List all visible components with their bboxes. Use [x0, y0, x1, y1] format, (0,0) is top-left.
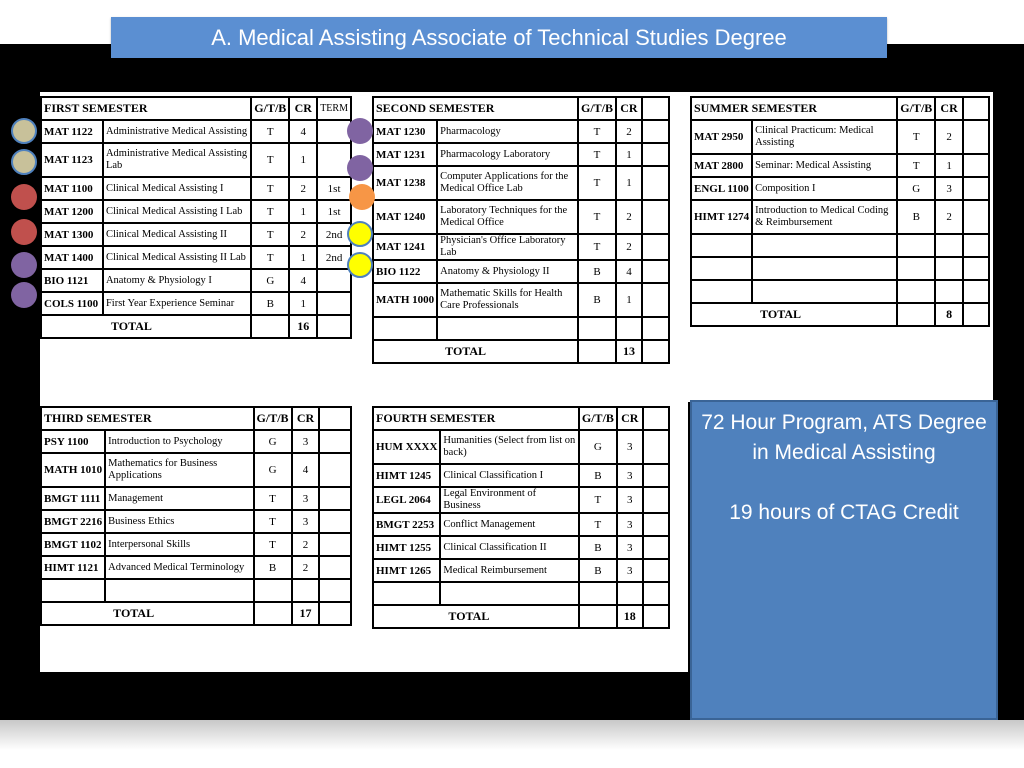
- empty-cell: [963, 200, 989, 234]
- marker-dot-tan: [11, 149, 37, 175]
- course-credits: 2: [935, 200, 963, 234]
- course-code: BMGT 2253: [373, 513, 440, 536]
- course-gtb: T: [578, 200, 616, 234]
- course-code: COLS 1100: [41, 292, 103, 315]
- course-code: BMGT 1111: [41, 487, 105, 510]
- marker-dot-tan: [11, 118, 37, 144]
- course-term: [317, 292, 351, 315]
- course-term: 2nd: [317, 246, 351, 269]
- col-cr: CR: [292, 407, 320, 430]
- course-credits: 1: [289, 200, 317, 223]
- course-title: Laboratory Techniques for the Medical Office: [437, 200, 578, 234]
- course-code: MAT 1241: [373, 234, 437, 260]
- table-row: [41, 453, 351, 487]
- course-credits: 3: [617, 464, 643, 487]
- empty-cell: [643, 464, 669, 487]
- course-code: HIMT 1121: [41, 556, 105, 579]
- course-code: LEGL 2064: [373, 487, 440, 513]
- col-cr: CR: [935, 97, 963, 120]
- course-term: 2nd: [317, 223, 351, 246]
- course-code: MAT 2800: [691, 154, 752, 177]
- course-title: Seminar: Medical Assisting: [752, 154, 897, 177]
- empty-cell: [642, 120, 669, 143]
- course-code: PSY 1100: [41, 430, 105, 453]
- course-code: HIMT 1255: [373, 536, 440, 559]
- ctag-credit-text: 19 hours of CTAG Credit: [729, 501, 959, 524]
- course-code: BMGT 1102: [41, 533, 105, 556]
- course-code: MAT 1122: [41, 120, 103, 143]
- course-title: Clinical Medical Assisting II Lab: [103, 246, 251, 269]
- course-gtb: B: [251, 292, 289, 315]
- course-code: [373, 317, 437, 340]
- total-credits: 17: [292, 602, 320, 625]
- course-credits: 1: [616, 166, 642, 200]
- course-title: [437, 317, 578, 340]
- course-gtb: B: [897, 200, 935, 234]
- table-row: [41, 246, 351, 269]
- course-credits: 3: [292, 430, 320, 453]
- course-title: Management: [105, 487, 253, 510]
- course-gtb: T: [251, 143, 289, 177]
- table-row: [373, 536, 669, 559]
- empty-cell: [643, 559, 669, 582]
- course-code: MAT 1230: [373, 120, 437, 143]
- course-term: [317, 120, 351, 143]
- empty-cell: [319, 453, 351, 487]
- course-term: [317, 143, 351, 177]
- col-gtb: G/T/B: [579, 407, 617, 430]
- course-title: Administrative Medical Assisting: [103, 120, 251, 143]
- course-gtb: G: [254, 453, 292, 487]
- course-title: Pharmacology Laboratory: [437, 143, 578, 166]
- course-title: Medical Reimbursement: [440, 559, 578, 582]
- table-row: [373, 430, 669, 464]
- course-gtb: T: [579, 513, 617, 536]
- course-code: HIMT 1245: [373, 464, 440, 487]
- table-row: [373, 166, 669, 200]
- first-semester-table: [40, 96, 352, 339]
- course-title: Humanities (Select from list on back): [440, 430, 578, 464]
- course-title: Clinical Practicum: Medical Assisting: [752, 120, 897, 154]
- third-semester-table: [40, 406, 352, 626]
- course-code: MAT 1240: [373, 200, 437, 234]
- course-gtb: B: [579, 559, 617, 582]
- col-cr: CR: [289, 97, 317, 120]
- course-code: MAT 2950: [691, 120, 752, 154]
- course-credits: 1: [935, 154, 963, 177]
- course-gtb: [578, 317, 616, 340]
- table-row: [691, 200, 989, 234]
- empty-cell: [319, 487, 351, 510]
- course-gtb: T: [251, 177, 289, 200]
- course-credits: 2: [292, 533, 320, 556]
- table-row: [373, 260, 669, 283]
- total-credits: 13: [616, 340, 642, 363]
- course-credits: 3: [292, 510, 320, 533]
- course-credits: 2: [289, 177, 317, 200]
- course-credits: 3: [617, 487, 643, 513]
- course-title: Introduction to Psychology: [105, 430, 253, 453]
- course-title: Clinical Medical Assisting I: [103, 177, 251, 200]
- table-row: [373, 487, 669, 513]
- course-gtb: T: [251, 246, 289, 269]
- table-row: [41, 292, 351, 315]
- course-credits: 2: [616, 234, 642, 260]
- course-title: Anatomy & Physiology I: [103, 269, 251, 292]
- course-credits: 2: [616, 120, 642, 143]
- course-code: HUM XXXX: [373, 430, 440, 464]
- course-credits: 4: [289, 120, 317, 143]
- course-credits: 1: [616, 283, 642, 317]
- course-term: 1st: [317, 200, 351, 223]
- col-term: TERM: [317, 97, 351, 120]
- empty-cell: [963, 120, 989, 154]
- table-row: [41, 269, 351, 292]
- course-code: BMGT 2216: [41, 510, 105, 533]
- course-gtb: T: [578, 234, 616, 260]
- course-gtb: G: [897, 177, 935, 200]
- course-gtb: T: [254, 487, 292, 510]
- course-code: BIO 1121: [41, 269, 103, 292]
- course-credits: 1: [289, 246, 317, 269]
- slide-bottom-shadow: [0, 720, 1024, 750]
- course-gtb: T: [578, 120, 616, 143]
- course-title: Legal Environment of Business: [440, 487, 578, 513]
- table-row: [373, 120, 669, 143]
- course-code: MATH 1000: [373, 283, 437, 317]
- table-row: [373, 317, 669, 340]
- course-title: Interpersonal Skills: [105, 533, 253, 556]
- marker-dot-orange: [349, 184, 375, 210]
- course-term: 1st: [317, 177, 351, 200]
- course-code: HIMT 1274: [691, 200, 752, 234]
- course-title: Anatomy & Physiology II: [437, 260, 578, 283]
- empty-cell: [642, 234, 669, 260]
- empty-cell: [642, 143, 669, 166]
- course-title: Mathematic Skills for Health Care Professionals: [437, 283, 578, 317]
- course-gtb: G: [251, 269, 289, 292]
- marker-dot-red: [11, 219, 37, 245]
- total-credits: 16: [289, 315, 317, 338]
- table-row: [41, 430, 351, 453]
- table-row: [41, 177, 351, 200]
- marker-dot-yellow: [347, 252, 373, 278]
- course-title: Composition I: [752, 177, 897, 200]
- col-gtb: G/T/B: [897, 97, 935, 120]
- course-code: MAT 1123: [41, 143, 103, 177]
- summer-semester-table: [690, 96, 990, 327]
- course-title: Conflict Management: [440, 513, 578, 536]
- course-credits: 4: [616, 260, 642, 283]
- marker-dot-red: [11, 184, 37, 210]
- empty-cell: [642, 317, 669, 340]
- course-code: MAT 1400: [41, 246, 103, 269]
- table-row: [41, 143, 351, 177]
- total-label: TOTAL: [103, 315, 251, 338]
- marker-dot-purple: [347, 155, 373, 181]
- course-title: Physician's Office Laboratory Lab: [437, 234, 578, 260]
- total-label: TOTAL: [105, 602, 253, 625]
- table-row: [373, 464, 669, 487]
- course-gtb: B: [579, 464, 617, 487]
- course-credits: 2: [616, 200, 642, 234]
- course-credits: 3: [292, 487, 320, 510]
- table-row: [373, 513, 669, 536]
- table-header: FOURTH SEMESTER: [373, 407, 579, 430]
- course-gtb: T: [578, 143, 616, 166]
- course-gtb: T: [254, 533, 292, 556]
- total-credits: 18: [617, 605, 643, 628]
- program-hours-text: 72 Hour Program, ATS Degree in Medical Assisting: [701, 411, 987, 464]
- second-semester-table: [372, 96, 670, 364]
- course-credits: 1: [289, 143, 317, 177]
- course-gtb: B: [254, 556, 292, 579]
- course-title: Administrative Medical Assisting Lab: [103, 143, 251, 177]
- course-code: HIMT 1265: [373, 559, 440, 582]
- course-credits: 2: [289, 223, 317, 246]
- table-row: [41, 120, 351, 143]
- course-title: Clinical Classification II: [440, 536, 578, 559]
- total-label: TOTAL: [752, 303, 897, 326]
- course-credits: 3: [617, 559, 643, 582]
- empty-cell: [642, 166, 669, 200]
- col-gtb: G/T/B: [578, 97, 616, 120]
- course-title: Mathematics for Business Applications: [105, 453, 253, 487]
- empty-cell: [643, 513, 669, 536]
- course-credits: 2: [292, 556, 320, 579]
- course-code: MATH 1010: [41, 453, 105, 487]
- course-credits: 3: [617, 513, 643, 536]
- table-row: [41, 533, 351, 556]
- program-info-box: [690, 400, 998, 720]
- total-label: TOTAL: [440, 605, 578, 628]
- table-row: [41, 556, 351, 579]
- empty-cell: [963, 154, 989, 177]
- course-code: MAT 1100: [41, 177, 103, 200]
- table-row: [373, 143, 669, 166]
- course-gtb: T: [251, 200, 289, 223]
- table-header: SUMMER SEMESTER: [691, 97, 897, 120]
- course-gtb: T: [254, 510, 292, 533]
- course-title: Clinical Medical Assisting II: [103, 223, 251, 246]
- total-label: TOTAL: [437, 340, 578, 363]
- table-row: [373, 200, 669, 234]
- course-title: First Year Experience Seminar: [103, 292, 251, 315]
- empty-cell: [319, 556, 351, 579]
- course-title: Computer Applications for the Medical Office Lab: [437, 166, 578, 200]
- empty-cell: [642, 283, 669, 317]
- course-credits: 1: [289, 292, 317, 315]
- course-title: Clinical Classification I: [440, 464, 578, 487]
- course-code: MAT 1200: [41, 200, 103, 223]
- col-cr: CR: [616, 97, 642, 120]
- table-row: [373, 283, 669, 317]
- course-code: MAT 1238: [373, 166, 437, 200]
- empty-cell: [963, 177, 989, 200]
- course-credits: 3: [935, 177, 963, 200]
- course-gtb: T: [579, 487, 617, 513]
- marker-dot-purple: [11, 252, 37, 278]
- table-row: [41, 223, 351, 246]
- course-gtb: T: [578, 166, 616, 200]
- col-gtb: G/T/B: [254, 407, 292, 430]
- table-row: [691, 177, 989, 200]
- course-gtb: T: [251, 223, 289, 246]
- empty-cell: [643, 487, 669, 513]
- course-credits: 4: [292, 453, 320, 487]
- total-credits: 8: [935, 303, 963, 326]
- course-title: Introduction to Medical Coding & Reimbursement: [752, 200, 897, 234]
- course-code: BIO 1122: [373, 260, 437, 283]
- table-row: [373, 559, 669, 582]
- course-code: MAT 1300: [41, 223, 103, 246]
- table-row: [691, 154, 989, 177]
- table-header: FIRST SEMESTER: [41, 97, 251, 120]
- course-gtb: G: [579, 430, 617, 464]
- table-row: [691, 120, 989, 154]
- course-credits: 1: [616, 143, 642, 166]
- course-title: Pharmacology: [437, 120, 578, 143]
- course-title: Business Ethics: [105, 510, 253, 533]
- empty-cell: [319, 533, 351, 556]
- course-code: MAT 1231: [373, 143, 437, 166]
- table-header: THIRD SEMESTER: [41, 407, 254, 430]
- marker-dot-yellow: [347, 221, 373, 247]
- col-gtb: G/T/B: [251, 97, 289, 120]
- table-row: [41, 200, 351, 223]
- course-gtb: B: [579, 536, 617, 559]
- course-title: Advanced Medical Terminology: [105, 556, 253, 579]
- col-cr: CR: [617, 407, 643, 430]
- empty-cell: [642, 260, 669, 283]
- empty-cell: [643, 430, 669, 464]
- table-row: [373, 234, 669, 260]
- course-credits: 2: [935, 120, 963, 154]
- empty-cell: [319, 510, 351, 533]
- course-code: ENGL 1100: [691, 177, 752, 200]
- slide-title: A. Medical Assisting Associate of Technical Studies Degree: [111, 17, 887, 58]
- table-header: SECOND SEMESTER: [373, 97, 578, 120]
- course-term: [317, 269, 351, 292]
- course-title: Clinical Medical Assisting I Lab: [103, 200, 251, 223]
- course-gtb: B: [578, 283, 616, 317]
- course-gtb: B: [578, 260, 616, 283]
- table-row: [41, 510, 351, 533]
- course-gtb: T: [897, 120, 935, 154]
- course-gtb: G: [254, 430, 292, 453]
- marker-dot-purple: [347, 118, 373, 144]
- marker-dot-purple: [11, 282, 37, 308]
- empty-cell: [642, 200, 669, 234]
- course-credits: 4: [289, 269, 317, 292]
- table-row: [41, 487, 351, 510]
- course-credits: 3: [617, 536, 643, 559]
- fourth-semester-table: [372, 406, 670, 629]
- course-gtb: T: [897, 154, 935, 177]
- empty-cell: [643, 536, 669, 559]
- course-credits: 3: [617, 430, 643, 464]
- course-gtb: T: [251, 120, 289, 143]
- empty-cell: [319, 430, 351, 453]
- course-credits: [616, 317, 642, 340]
